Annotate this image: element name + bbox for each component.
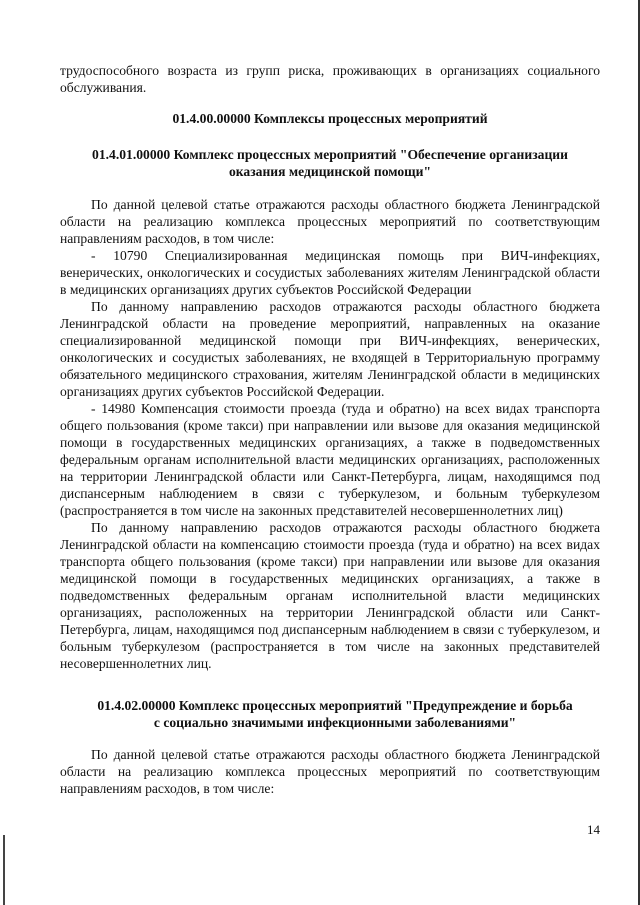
section-heading-2-block	[70, 146, 590, 180]
body-block-2	[60, 746, 600, 797]
section-heading-1-block	[60, 110, 600, 127]
body-block-1	[60, 196, 600, 672]
section-heading-2: 01.4.01.00000 Комплекс процессных мероприятий "Обеспечение организации оказания медицинской помощи"	[92, 147, 568, 179]
paragraph-4-item-14980: - 14980 Компенсация стоимости проезда (туда и обратно) на всех видах транспорта общего пользования (кроме такси) при направлении или вызове для оказания медицинской помощи в государственных медицинских организациях, а также в подведомственных федеральным органам исполнительной власти медицинских организациях, расположенных на территории Ленинградской области или Санкт-Петербурга, лицам, находящимся под диспансерным наблюдением в связи с туберкулезом, и больным туберкулезом (распространяется в том числе на законных представителей несовершеннолетних лиц)	[60, 401, 600, 518]
paragraph-3: По данному направлению расходов отражаются расходы областного бюджета Ленинградской области на проведение мероприятий, направленных на оказание специализированной медицинской помощи при ВИЧ-инфекциях, венерических, онкологических и сосудистых заболеваниях, не входящей в Территориальную программу обязательного медицинского страхования, жителям Ленинградской области в медицинских организациях других субъектов Российской Федерации.	[60, 299, 600, 399]
paragraph-top-continuation	[60, 62, 600, 96]
paragraph-2-item-10790: - 10790 Специализированная медицинская помощь при ВИЧ-инфекциях, венерических, онкологических и сосудистых заболеваниях жителям Ленинградской области в медицинских организациях других субъектов Российской Федерации	[60, 248, 600, 297]
scan-edge-left	[3, 835, 5, 905]
page-number: 14	[587, 822, 600, 837]
paragraph-top: трудоспособного возраста из групп риска, проживающих в организациях социального обслуживания.	[60, 63, 600, 95]
paragraph-1: По данной целевой статье отражаются расходы областного бюджета Ленинградской области на реализацию комплекса процессных мероприятий по соответствующим направлениям расходов, в том числе:	[60, 197, 600, 246]
section-heading-3: 01.4.02.00000 Комплекс процессных мероприятий "Предупреждение и борьба с социально значимыми инфекционными заболеваниями"	[97, 698, 573, 730]
section-heading-1: 01.4.00.00000 Комплексы процессных мероприятий	[172, 111, 488, 126]
paragraph-6: По данной целевой статье отражаются расходы областного бюджета Ленинградской области на реализацию комплекса процессных мероприятий по соответствующим направлениям расходов, в том числе:	[60, 747, 600, 796]
paragraph-5: По данному направлению расходов отражаются расходы областного бюджета Ленинградской области на компенсацию стоимости проезда (туда и обратно) на всех видах транспорта общего пользования (кроме такси) при направлении или вызове для оказания медицинской помощи в государственных медицинских организациях, а также в подведомственных федеральным органам исполнительной власти медицинских организациях, расположенных на территории Ленинградской области или Санкт-Петербурга, лицам, находящимся под диспансерным наблюдением в связи с туберкулезом, и больным туберкулезом (распространяется в том числе на законных представителей несовершеннолетних лиц.	[60, 520, 600, 671]
section-heading-3-block	[95, 697, 575, 731]
